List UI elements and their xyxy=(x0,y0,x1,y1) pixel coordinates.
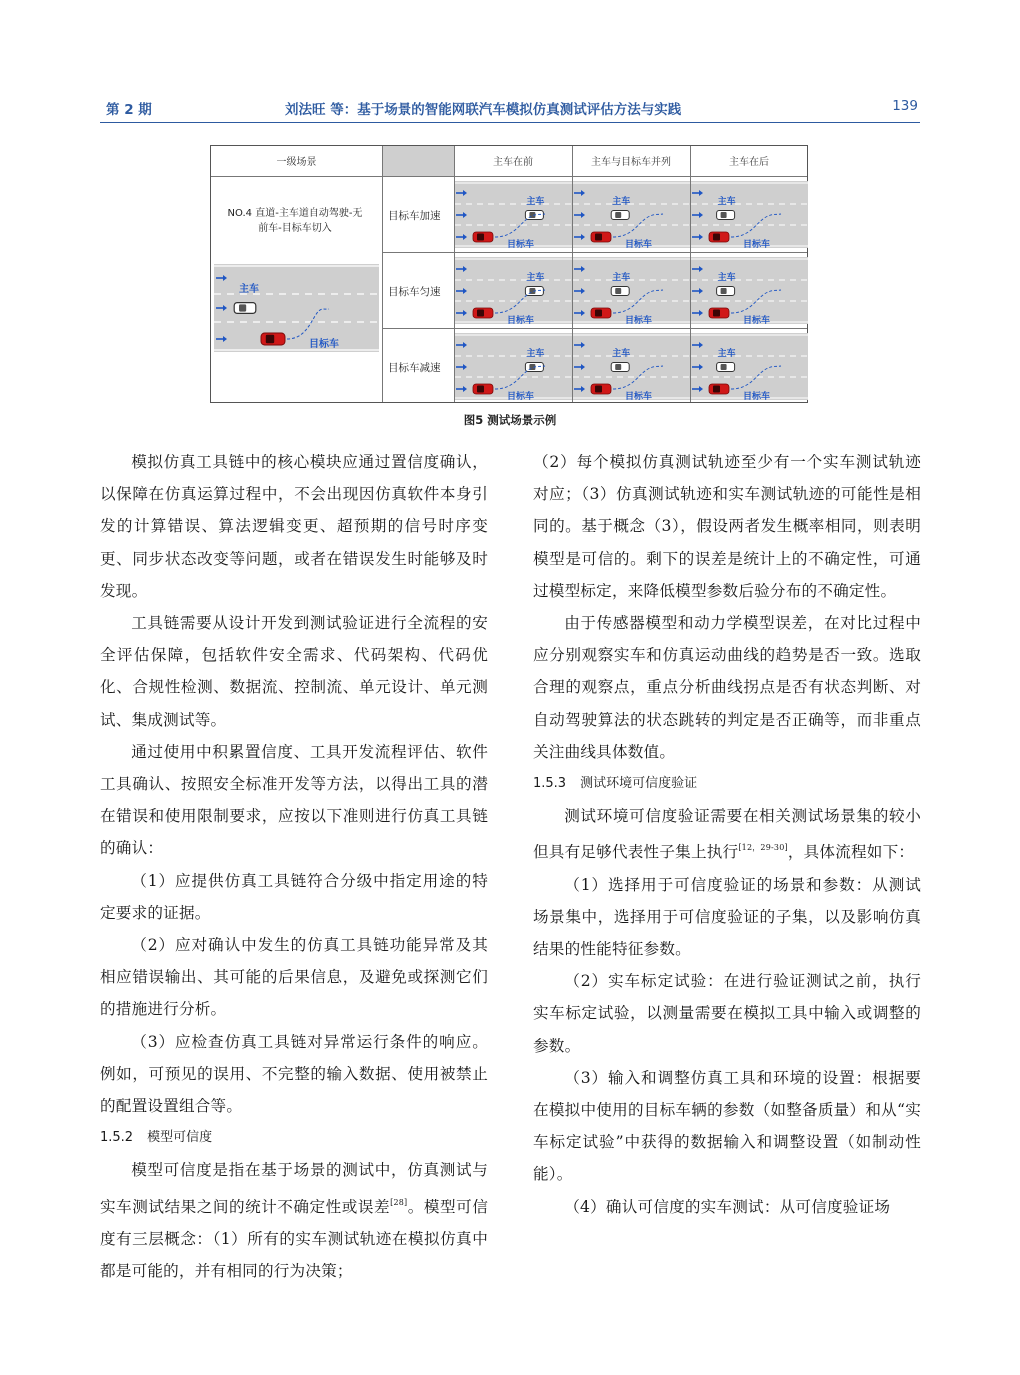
host-label: 主车 xyxy=(526,273,545,283)
paragraph: 由于传感器模型和动力学模型误差，在对比过程中应分别观察实车和仿真运动曲线的趋势是否一致。选取合理的观察点，重点分析曲线拐点是否有状态判断、对自动驾驶算法的状态跳转的判定是否正确等，而非重点关注曲线具体数值。 xyxy=(533,614,921,761)
issue-number: 第 2 期 xyxy=(106,102,152,118)
scenario-cell xyxy=(691,257,808,326)
paragraph: 工具链需要从设计开发到测试验证进行全流程的安全评估保障，包括软件安全需求、代码架构、代码优化、合规性检测、数据流、控制流、单元设计、单元测试、集成测试等。 xyxy=(100,614,488,729)
citation[interactable]: [28] xyxy=(390,1197,408,1207)
col-header-level1: 一级场景 xyxy=(276,157,317,168)
target-label: 目标车 xyxy=(743,240,771,250)
section-title: 模型可信度 xyxy=(147,1130,213,1146)
section-heading-1-5-2 xyxy=(100,1122,488,1154)
target-label: 目标车 xyxy=(625,316,653,326)
col-header-host-rear: 主车在后 xyxy=(729,157,769,168)
text-run: ，具体流程如下： xyxy=(787,843,915,862)
text-run: 模型可信度是指在基于场景的测试中，仿真测试与实车测试结果之间的统计不确定性或误差 xyxy=(100,1161,488,1216)
row-label-decelerate: 目标车减速 xyxy=(388,362,441,374)
paragraph: （3）应检查仿真工具链对异常运行条件的响应。例如，可预见的误用、不完整的输入数据、使用被禁止的配置设置组合等。 xyxy=(100,1032,488,1116)
target-label: 目标车 xyxy=(507,392,535,402)
paragraph: 通过使用中积累置信度、工具开发流程评估、软件工具确认、按照安全标准开发等方法，以得出工具的潜在错误和使用限制要求，应按以下准则进行仿真工具链的确认： xyxy=(100,742,488,858)
scenario-figure xyxy=(210,145,808,403)
target-label-main: 目标车 xyxy=(309,339,339,350)
section-number: 1.5.2 xyxy=(100,1130,134,1146)
target-label: 目标车 xyxy=(743,392,771,402)
host-label: 主车 xyxy=(717,197,736,207)
text-run: 测试环境可信度验证需要在相关测试场景集的较小但具有足够代表性子集上执行 xyxy=(533,807,921,862)
host-label: 主车 xyxy=(612,349,631,359)
host-label: 主车 xyxy=(526,349,545,359)
section-title: 测试环境可信度验证 xyxy=(580,776,698,792)
scenario-diagrams xyxy=(211,146,809,404)
host-label: 主车 xyxy=(717,273,736,283)
scenario-cell xyxy=(455,333,572,402)
running-title: 刘法旺 等：基于场景的智能网联汽车模拟仿真测试评估方法与实践 xyxy=(285,102,682,118)
target-label: 目标车 xyxy=(625,240,653,250)
scenario-cell xyxy=(573,257,690,326)
scenario-cell xyxy=(573,333,690,402)
paragraph: （4）确认可信度的实车测试：从可信度验证场 xyxy=(564,1197,891,1216)
host-label: 主车 xyxy=(612,273,631,283)
citation[interactable]: [12，29-30] xyxy=(738,843,788,853)
paragraph xyxy=(100,1154,488,1287)
host-label: 主车 xyxy=(612,197,631,207)
section-number: 1.5.3 xyxy=(533,776,567,792)
col-header-host-front: 主车在前 xyxy=(493,157,533,168)
left-column xyxy=(100,446,488,1287)
host-label-main: 主车 xyxy=(239,284,259,295)
scenario-cell xyxy=(691,333,808,402)
paragraph xyxy=(533,800,921,868)
paragraph: 模拟仿真工具链中的核心模块应通过置信度确认，以保障在仿真运算过程中，不会出现因仿真软件本身引发的计算错误、算法逻辑变更、超预期的信号时序变更、同步状态改变等问题，或者在错误发生时能够及时发现。 xyxy=(100,453,488,600)
page-number: 139 xyxy=(892,98,918,114)
paragraph: （2）每个模拟仿真测试轨迹至少有一个实车测试轨迹对应；（3）仿真测试轨迹和实车测试轨迹的可能性是相同的。基于概念（3），假设两者发生概率相同，则表明模型是可信的。剩下的误差是统计上的不确定性，可通过模型标定，来降低模型参数后验分布的不确定性。 xyxy=(533,453,921,600)
host-label: 主车 xyxy=(717,349,736,359)
col-header-parallel: 主车与目标车并列 xyxy=(591,157,671,168)
text-run: 。模型可信度有三层概念：（1）所有的实车测试轨迹在模拟仿真中都是可能的，并有相同的行为决策； xyxy=(100,1197,488,1281)
host-label: 主车 xyxy=(526,197,545,207)
paragraph: （2）实车标定试验：在进行验证测试之前，执行实车标定试验，以测量需要在模拟工具中输入或调整的参数。 xyxy=(533,972,921,1055)
running-header xyxy=(100,98,920,123)
target-label: 目标车 xyxy=(625,392,653,402)
target-label: 目标车 xyxy=(743,316,771,326)
right-column xyxy=(533,446,921,1223)
paragraph: （1）选择用于可信度验证的场景和参数：从测试场景集中，选择用于可信度验证的子集，以及影响仿真结果的性能特征参数。 xyxy=(533,875,921,959)
paragraph: （1）应提供仿真工具链符合分级中指定用途的特定要求的证据。 xyxy=(100,871,488,922)
scenario-name: NO.4 直道-主车道自动驾驶-无前车-目标车切入 xyxy=(227,208,363,234)
target-label: 目标车 xyxy=(507,240,535,250)
scenario-cell xyxy=(573,181,690,250)
section-heading-1-5-3 xyxy=(533,768,921,800)
figure-caption: 图5 测试场景示例 xyxy=(463,413,557,427)
row-label-constant: 目标车匀速 xyxy=(388,286,441,298)
scenario-cell xyxy=(455,257,572,326)
scenario-cell xyxy=(455,181,572,250)
target-label: 目标车 xyxy=(507,316,535,326)
row-label-accelerate: 目标车加速 xyxy=(388,210,441,222)
paragraph: （3）输入和调整仿真工具和环境的设置：根据要在模拟中使用的目标车辆的参数（如整备质量）和从“实车标定试验”中获得的数据输入和调整设置（如制动性能）。 xyxy=(533,1068,921,1184)
scenario-cell xyxy=(691,181,808,250)
paragraph: （2）应对确认中发生的仿真工具链功能异常及其相应错误输出、其可能的后果信息，及避免或探测它们的措施进行分析。 xyxy=(100,936,488,1019)
